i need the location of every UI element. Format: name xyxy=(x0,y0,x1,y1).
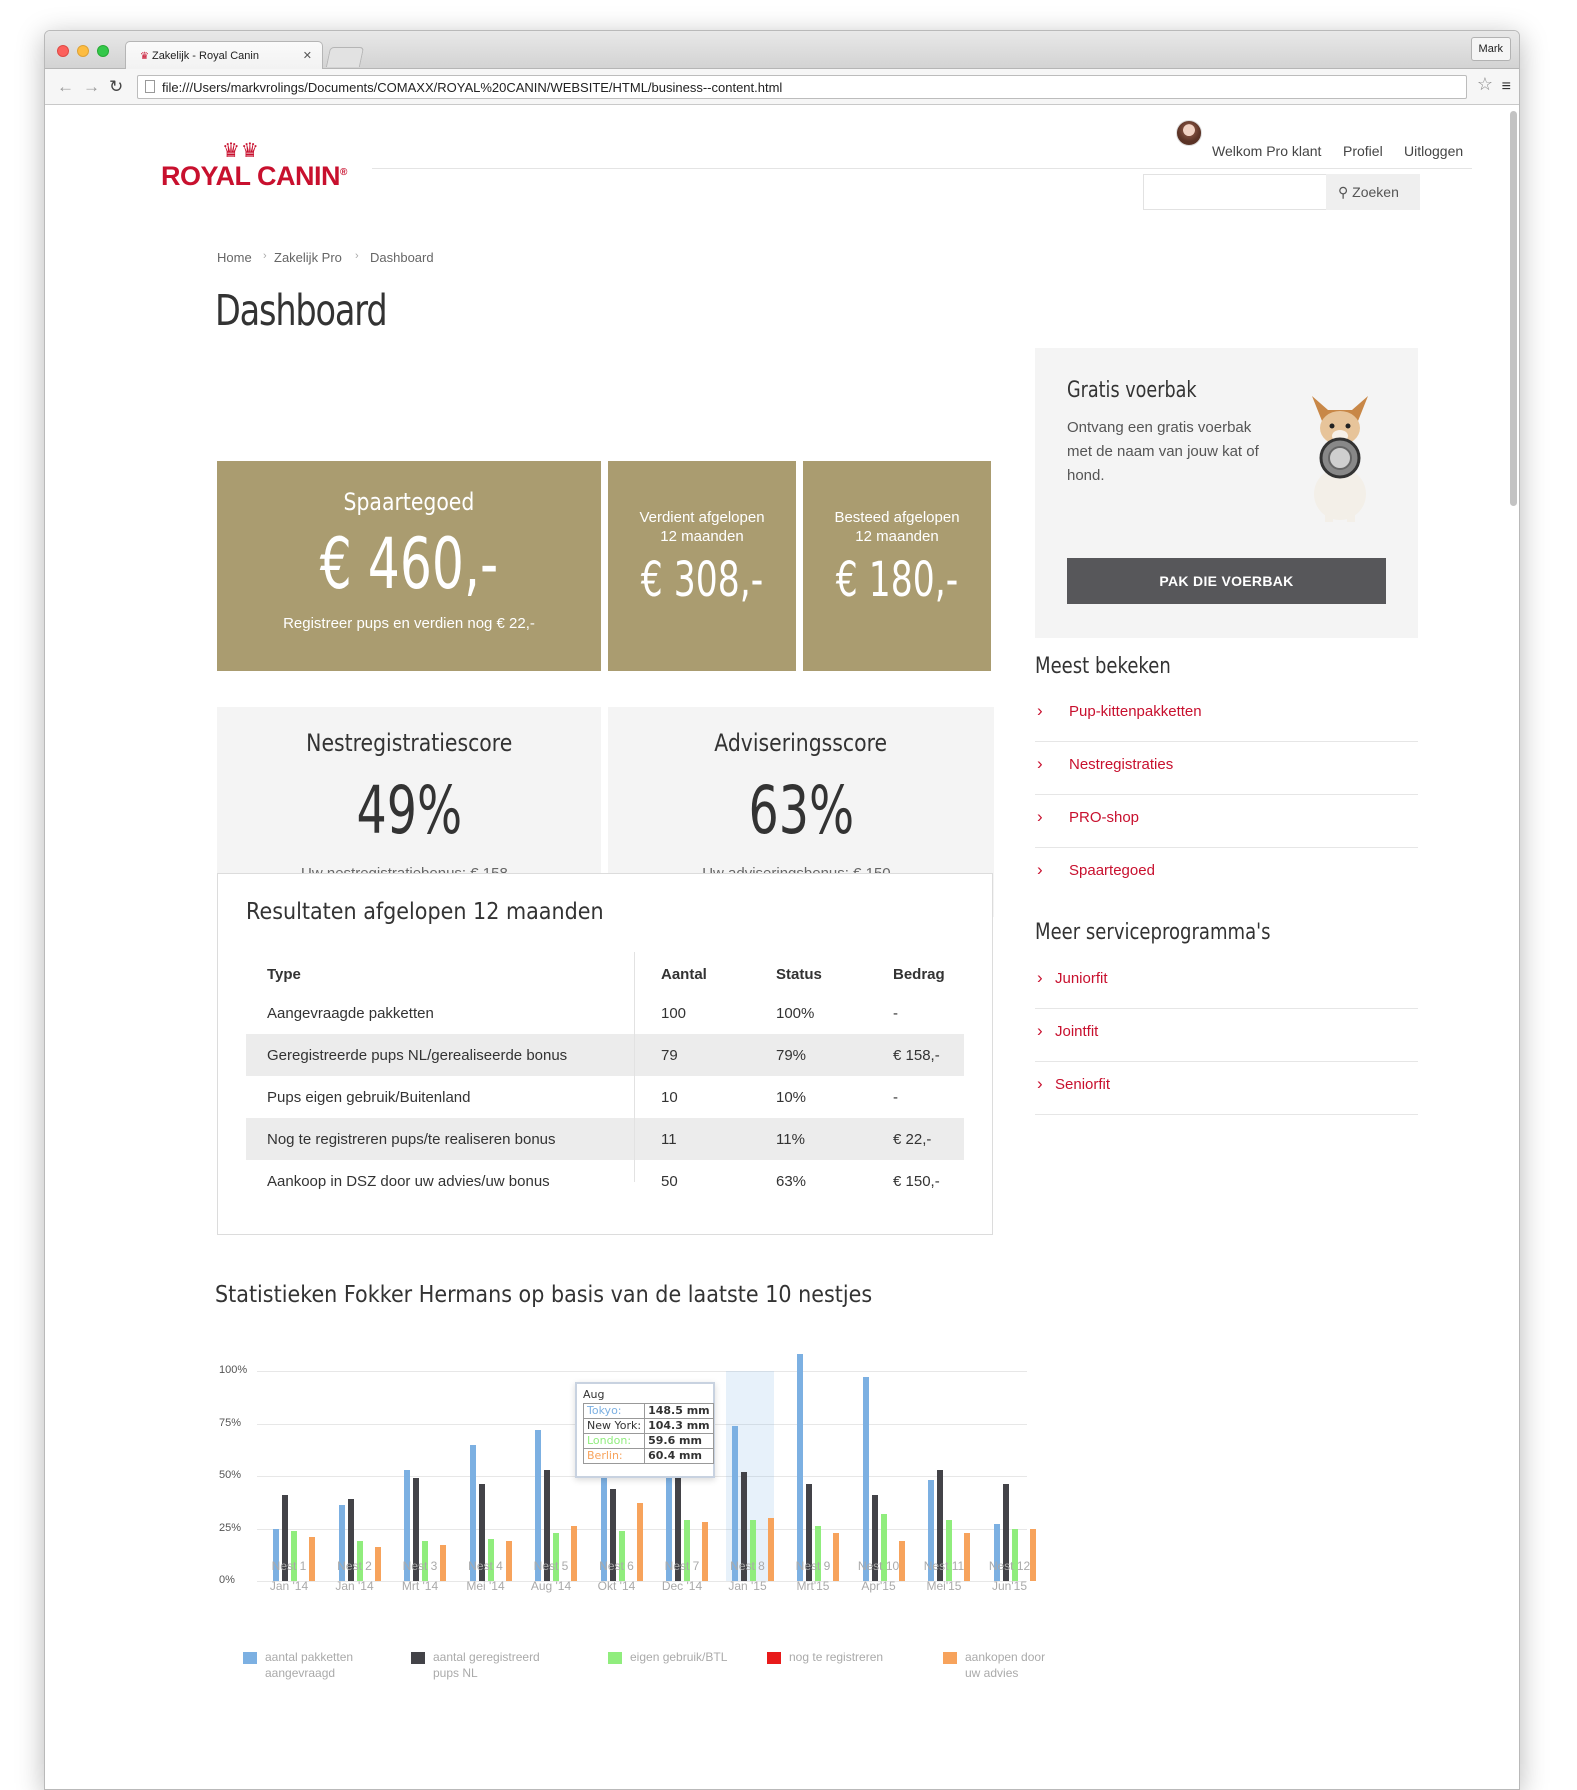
minimize-window-button[interactable] xyxy=(77,45,89,57)
search-input[interactable] xyxy=(1143,174,1327,210)
stats-title: Statistieken Fokker Hermans op basis van de laatste 10 nestjes xyxy=(215,1282,873,1308)
new-tab-button[interactable] xyxy=(326,47,364,67)
bookmark-star-icon[interactable]: ☆ xyxy=(1476,74,1493,94)
cell-type: Nog te registreren pups/te realiseren bonus xyxy=(267,1131,556,1148)
spent-tile xyxy=(803,461,991,671)
cell-status: 10% xyxy=(776,1089,807,1106)
chevron-right-icon: › xyxy=(1037,754,1043,773)
y-axis-label: 50% xyxy=(219,1469,242,1481)
savings-amount: € 460,- xyxy=(319,523,499,605)
chevron-right-icon: › xyxy=(1037,1074,1043,1093)
favicon-icon: ♛ xyxy=(140,51,149,62)
url-text: file:///Users/markvrolings/Documents/COMAXX/ROYAL%20CANIN/WEBSITE/HTML/business--content.html xyxy=(162,80,783,95)
nest-score-value: 49% xyxy=(356,772,462,849)
header-divider xyxy=(372,168,1472,169)
earned-tile xyxy=(608,461,796,671)
browser-tab[interactable] xyxy=(125,41,323,69)
x-axis-label: Nest 6 Okt '14 xyxy=(597,1559,636,1593)
spent-label: Besteed afgelopen 12 maanden xyxy=(834,509,960,545)
legend-swatch[interactable] xyxy=(608,1652,622,1664)
x-axis-label: Nest 9 Mrt'15 xyxy=(795,1559,831,1593)
legend-label[interactable]: aankopen door uw advies xyxy=(965,1650,1046,1680)
nest-score-title: Nestregistratiescore xyxy=(305,729,513,757)
legend-swatch[interactable] xyxy=(243,1652,257,1664)
close-tab-icon[interactable]: ✕ xyxy=(302,50,312,62)
tooltip-label: Berlin: xyxy=(584,1449,645,1464)
breadcrumb-separator-icon: › xyxy=(263,250,267,262)
cell-bedrag: € 22,- xyxy=(893,1131,932,1148)
earned-amount: € 308,- xyxy=(640,552,764,608)
profile-link[interactable]: Profiel xyxy=(1343,143,1383,159)
tooltip-value: 59.6 mm xyxy=(645,1434,714,1449)
savings-title: Spaartegoed xyxy=(343,488,475,516)
advice-score-value: 63% xyxy=(748,772,854,849)
maximize-window-button[interactable] xyxy=(97,45,109,57)
sidebar-link-jointfit[interactable] xyxy=(1035,1009,1418,1062)
tooltip-value: 148.5 mm xyxy=(645,1404,714,1419)
x-axis-label: Nest 3 Mrt '14 xyxy=(401,1559,439,1593)
col-header-status: Status xyxy=(776,966,822,983)
sidebar-link-pup-kittenpakketten[interactable] xyxy=(1035,689,1418,742)
table-row xyxy=(246,1076,964,1118)
forward-arrow-icon[interactable]: → xyxy=(83,77,100,96)
x-axis-label: Nest 2 Jan '14 xyxy=(335,1559,374,1593)
y-axis-label: 75% xyxy=(219,1416,242,1429)
table-divider xyxy=(634,952,635,1182)
y-axis-label: 25% xyxy=(219,1521,242,1534)
address-bar[interactable] xyxy=(137,75,1467,99)
sidebar-link-seniorfit[interactable] xyxy=(1035,1062,1418,1115)
cell-bedrag: € 158,- xyxy=(893,1047,940,1064)
link-label: Spaartegoed xyxy=(1069,862,1155,879)
chevron-right-icon: › xyxy=(1037,701,1043,720)
results-title: Resultaten afgelopen 12 maanden xyxy=(246,899,604,925)
logout-link[interactable]: Uitloggen xyxy=(1404,143,1464,159)
royal-canin-logo[interactable]: ROYAL CANIN® xyxy=(161,161,347,191)
crown-icon: ♛♛ xyxy=(222,140,260,162)
cell-aantal: 10 xyxy=(661,1089,678,1106)
tooltip-label: New York: xyxy=(584,1419,645,1434)
link-label: Pup-kittenpakketten xyxy=(1069,703,1202,720)
x-axis-label: Nest 4 Mei '14 xyxy=(466,1559,505,1593)
col-header-bedrag: Bedrag xyxy=(893,966,945,983)
promo-text: Ontvang een gratis voerbak met de naam van jouw kat of hond. xyxy=(1067,419,1259,484)
cell-aantal: 50 xyxy=(661,1173,678,1190)
link-label: PRO-shop xyxy=(1069,809,1140,826)
hamburger-menu-icon[interactable]: ≡ xyxy=(1501,78,1511,95)
breadcrumb-current: Dashboard xyxy=(370,250,434,265)
chart-bar[interactable] xyxy=(797,1354,803,1581)
cell-status: 100% xyxy=(776,1005,815,1022)
cell-type: Pups eigen gebruik/Buitenland xyxy=(267,1089,471,1106)
chevron-right-icon: › xyxy=(1037,860,1043,879)
chart-bar[interactable] xyxy=(863,1377,869,1581)
tooltip-table xyxy=(583,1403,714,1464)
chart-tooltip xyxy=(575,1382,715,1478)
y-axis-label: 0% xyxy=(219,1574,235,1586)
table-row xyxy=(246,1034,964,1076)
y-axis-label: 100% xyxy=(219,1364,248,1376)
browser-window xyxy=(44,30,1520,1790)
chevron-right-icon: › xyxy=(1037,1021,1043,1040)
col-header-aantal: Aantal xyxy=(661,966,707,983)
legend-label[interactable]: aantal geregistreerd pups NL xyxy=(433,1650,540,1680)
profile-button[interactable]: Mark xyxy=(1471,37,1511,61)
x-axis-label: Nest 12 Jun'15 xyxy=(988,1559,1031,1593)
cell-type: Geregistreerde pups NL/gerealiseerde bonus xyxy=(267,1047,568,1064)
reload-icon[interactable]: ↻ xyxy=(109,77,124,96)
x-axis-label: Nest 7 Dec '14 xyxy=(661,1559,703,1593)
tooltip-value: 60.4 mm xyxy=(645,1449,714,1464)
cell-type: Aankoop in DSZ door uw advies/uw bonus xyxy=(267,1173,550,1190)
cell-aantal: 11 xyxy=(661,1131,677,1148)
close-window-button[interactable] xyxy=(57,45,69,57)
dog-with-bowl-image xyxy=(1290,376,1390,526)
most-viewed-title: Meest bekeken xyxy=(1035,654,1171,679)
link-label: Seniorfit xyxy=(1055,1076,1111,1093)
search-icon: ⚲ xyxy=(1338,184,1349,200)
sidebar-link-nestregistraties[interactable] xyxy=(1035,742,1418,795)
savings-tile xyxy=(217,461,601,671)
sidebar-link-spaartegoed[interactable] xyxy=(1035,848,1418,901)
cell-status: 11% xyxy=(776,1131,805,1148)
cell-bedrag: - xyxy=(893,1005,898,1022)
chart-gridline xyxy=(257,1371,1027,1372)
cell-bedrag: € 150,- xyxy=(893,1173,940,1190)
page-content xyxy=(45,106,1507,1790)
user-avatar[interactable] xyxy=(1176,120,1202,146)
savings-note: Registreer pups en verdien nog € 22,- xyxy=(283,615,535,632)
browser-toolbar xyxy=(45,69,1519,105)
tooltip-value: 104.3 mm xyxy=(645,1419,714,1434)
promo-title: Gratis voerbak xyxy=(1067,378,1197,403)
x-axis-label: Nest 10 Apr'15 xyxy=(857,1559,900,1593)
tooltip-label: London: xyxy=(584,1434,645,1449)
x-axis-label: Nest 11 Mei'15 xyxy=(923,1559,965,1593)
cell-bedrag: - xyxy=(893,1089,898,1106)
tooltip-label: Tokyo: xyxy=(584,1404,645,1419)
welcome-text: Welkom Pro klant xyxy=(1212,143,1322,159)
tab-bar xyxy=(45,31,1519,69)
x-axis-label: Nest 1 Jan '14 xyxy=(269,1559,309,1593)
cell-status: 63% xyxy=(776,1173,807,1190)
legend-label[interactable]: eigen gebruik/BTL xyxy=(630,1650,728,1664)
sidebar-link-juniorfit[interactable] xyxy=(1035,956,1418,1009)
tab-title: Zakelijk - Royal Canin xyxy=(151,50,259,62)
advice-score-title: Adviseringsscore xyxy=(714,729,888,757)
results-panel xyxy=(217,873,993,1235)
x-axis-label: Nest 5 Aug '14 xyxy=(530,1559,572,1593)
cell-aantal: 79 xyxy=(661,1047,678,1064)
breadcrumb-zakelijk-pro[interactable]: Zakelijk Pro xyxy=(274,250,342,265)
back-arrow-icon[interactable]: ← xyxy=(57,77,74,96)
table-row xyxy=(246,1118,964,1160)
cell-status: 79% xyxy=(776,1047,807,1064)
cell-aantal: 100 xyxy=(661,1005,687,1022)
sidebar-link-pro-shop[interactable] xyxy=(1035,795,1418,848)
promo-panel xyxy=(1035,348,1418,638)
chevron-right-icon: › xyxy=(1037,968,1043,987)
tooltip-title: Aug xyxy=(583,1388,605,1401)
link-label: Juniorfit xyxy=(1055,970,1108,987)
link-label: Nestregistraties xyxy=(1069,756,1174,773)
table-row xyxy=(246,992,964,1034)
earned-label: Verdient afgelopen 12 maanden xyxy=(639,509,765,545)
x-axis-label: Nest 8 Jan '15 xyxy=(728,1559,767,1593)
scrollbar-thumb[interactable] xyxy=(1510,111,1517,506)
breadcrumb-home[interactable]: Home xyxy=(217,250,252,265)
legend-label[interactable]: aantal pakketten aangevraagd xyxy=(265,1650,354,1680)
search-button[interactable]: ⚲ Zoeken xyxy=(1326,174,1420,210)
get-bowl-button[interactable]: PAK DIE VOERBAK xyxy=(1067,558,1386,604)
legend-swatch[interactable] xyxy=(411,1652,425,1664)
link-label: Jointfit xyxy=(1055,1023,1099,1040)
col-header-type: Type xyxy=(267,966,301,983)
table-row xyxy=(246,1160,964,1202)
chevron-right-icon: › xyxy=(1037,807,1043,826)
breadcrumb-separator-icon: › xyxy=(355,250,359,262)
legend-label[interactable]: nog te registreren xyxy=(789,1650,884,1664)
page-title: Dashboard xyxy=(215,286,387,336)
more-programs-title: Meer serviceprogramma's xyxy=(1035,920,1271,945)
legend-swatch[interactable] xyxy=(943,1652,957,1664)
spent-amount: € 180,- xyxy=(835,552,959,608)
legend-swatch[interactable] xyxy=(767,1652,781,1664)
cell-type: Aangevraagde pakketten xyxy=(267,1005,434,1022)
page-icon xyxy=(145,80,155,93)
